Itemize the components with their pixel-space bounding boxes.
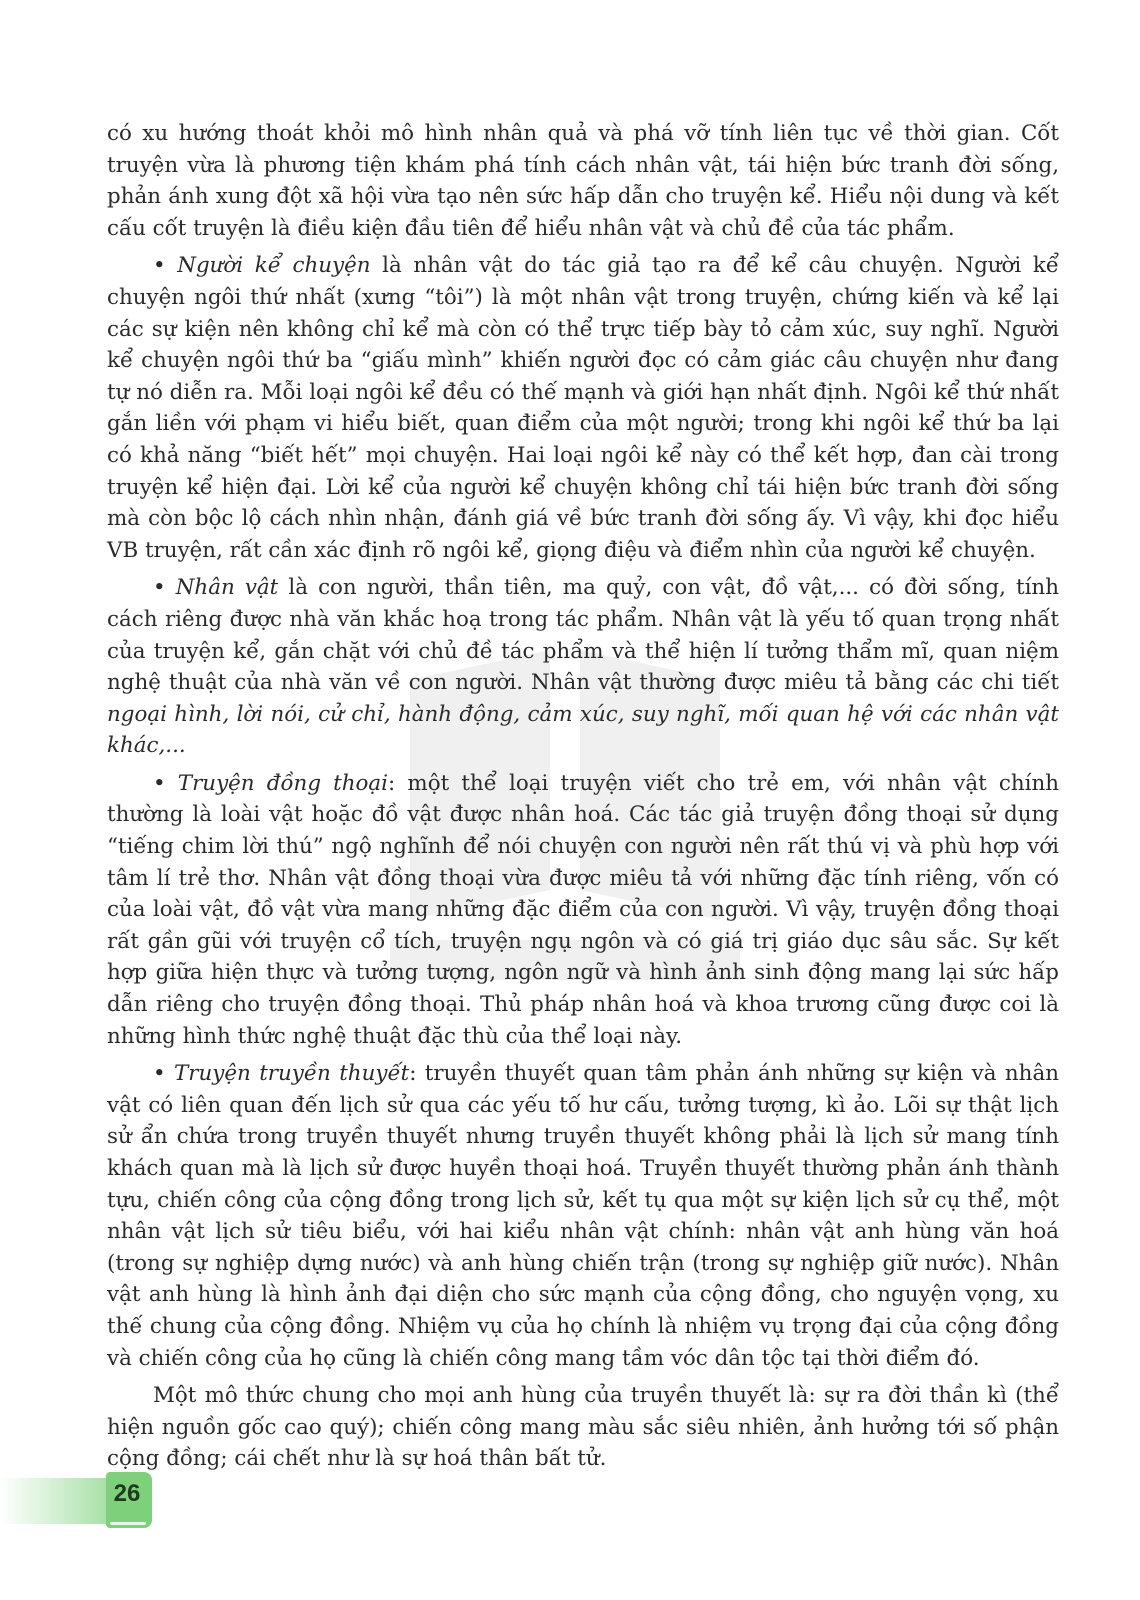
paragraph-fable: • Truyện đồng thoại: một thể loại truyện viết cho trẻ em, với nhân vật chính thường là loài vật hoặc đồ vật được nhân hoá. Các tác giả truyện đồng thoại sử dụng “tiếng chim lời thú” ngộ nghĩnh để nói chuyện con người nên rất thú vị và phù hợp với tâm lí trẻ thơ. Nhân vật đồng thoại vừa được miêu tả với những đặc tính riêng, vốn có của loài vật, đồ vật vừa mang những đặc điểm của con người. Vì vậy, truyện đồng thoại rất gần gũi với truyện cổ tích, truyện ngụ ngôn và có giá trị giáo dục sâu sắc. Sự kết hợp giữa hiện thực và tưởng tượng, ngôn ngữ và hình ảnh sinh động mang lại sức hấp dẫn riêng cho truyện đồng thoại. Thủ pháp nhân hoá và khoa trương cũng được coi là những hình thức nghệ thuật đặc thù của thể loại này. bbox=[107, 770, 1060, 1049]
main-text bbox=[107, 118, 1059, 1481]
term-character: Nhân vật bbox=[175, 575, 279, 601]
character-details-list: ngoại hình, lời nói, cử chỉ, hành động, cảm xúc, suy nghĩ, mối quan hệ với các nhân vật khác,... bbox=[107, 701, 1059, 759]
term-narrator: Người kể chuyện bbox=[177, 253, 371, 279]
paragraph-character: • Nhân vật là con người, thần tiên, ma quỷ, con vật, đồ vật,... có đời sống, tính cách riêng được nhà văn khắc hoạ trong tác phẩm. Nhân vật là yếu tố quan trọng nhất của truyện kể, gắn chặt với chủ đề tác phẩm và thể hiện lí tưởng thẩm mĩ, quan niệm nghệ thuật của nhà văn về con người. Nhân vật thường được miêu tả bằng các chi tiết ngoại hình, lời nói, cử chỉ, hành động, cảm xúc, suy nghĩ, mối quan hệ với các nhân vật khác,... bbox=[107, 575, 1059, 759]
paragraph-hero-pattern: Một mô thức chung cho mọi anh hùng của truyền thuyết là: sự ra đời thần kì (thể hiện nguồn gốc cao quý); chiến công mang màu sắc siêu nhiên, ảnh hưởng tới số phận cộng đồng; cái chết như là sự hoá thân bất tử. bbox=[107, 1383, 1059, 1472]
paragraph-plot-continued: có xu hướng thoát khỏi mô hình nhân quả và phá vỡ tính liên tục về thời gian. Cốt truyện vừa là phương tiện khám phá tính cách nhân vật, tái hiện bức tranh đời sống, phản ánh xung đột xã hội vừa tạo nên sức hấp dẫn cho truyện kể. Hiểu nội dung và kết cấu cốt truyện là điều kiện đầu tiên để hiểu nhân vật và chủ đề của tác phẩm. bbox=[107, 121, 1059, 241]
term-fable: Truyện đồng thoại bbox=[177, 770, 389, 796]
paragraph-narrator: • Người kể chuyện là nhân vật do tác giả tạo ra để kể câu chuyện. Người kể chuyện ngôi thứ nhất (xưng “tôi”) là một nhân vật trong truyện, chứng kiến và kể lại các sự kiện nên không chỉ kể mà còn có thể trực tiếp bày tỏ cảm xúc, suy nghĩ. Người kể chuyện ngôi thứ ba “giấu mình” khiến người đọc có cảm giác câu chuyện như đang tự nó diễn ra. Mỗi loại ngôi kể đều có thế mạnh và giới hạn nhất định. Ngôi kể thứ nhất gắn liền với phạm vi hiểu biết, quan điểm của một người; trong khi ngôi kể thứ ba lại có khả năng “biết hết” mọi chuyện. Hai loại ngôi kể này có thể kết hợp, đan cài trong truyện kể hiện đại. Lời kể của người kể chuyện không chỉ tái hiện bức tranh đời sống mà còn bộc lộ cách nhìn nhận, đánh giá về bức tranh đời sống ấy. Vì vậy, khi đọc hiểu VB truyện, rất cần xác định rõ ngôi kể, giọng điệu và điểm nhìn của người kể chuyện. bbox=[107, 253, 1059, 563]
page-number: 26 bbox=[113, 1480, 141, 1507]
term-legend: Truyện truyền thuyết bbox=[174, 1061, 410, 1087]
paragraph-legend: • Truyện truyền thuyết: truyền thuyết quan tâm phản ánh những sự kiện và nhân vật có liên quan đến lịch sử qua các yếu tố hư cấu, tưởng tượng, kì ảo. Lõi sự thật lịch sử ẩn chứa trong truyền thuyết nhưng truyền thuyết không phải là lịch sử mang tính khách quan mà là lịch sử được huyền thoại hoá. Truyền thuyết thường phản ánh thành tựu, chiến công của cộng đồng trong lịch sử, kết tụ qua một sự kiện lịch sử cụ thể, một nhân vật lịch sử tiêu biểu, với hai kiểu nhân vật chính: nhân vật anh hùng văn hoá (trong sự nghiệp dựng nước) và anh hùng chiến trận (trong sự nghiệp giữ nước). Nhân vật anh hùng là hình ảnh đại diện cho sức mạnh của cộng đồng, cho nguyện vọng, xu thế chung của cộng đồng. Nhiệm vụ của họ chính là nhiệm vụ trọng đại của cộng đồng và chiến công của họ cũng là chiến công mang tầm vóc dân tộc tại thời điểm đó. bbox=[107, 1061, 1059, 1371]
